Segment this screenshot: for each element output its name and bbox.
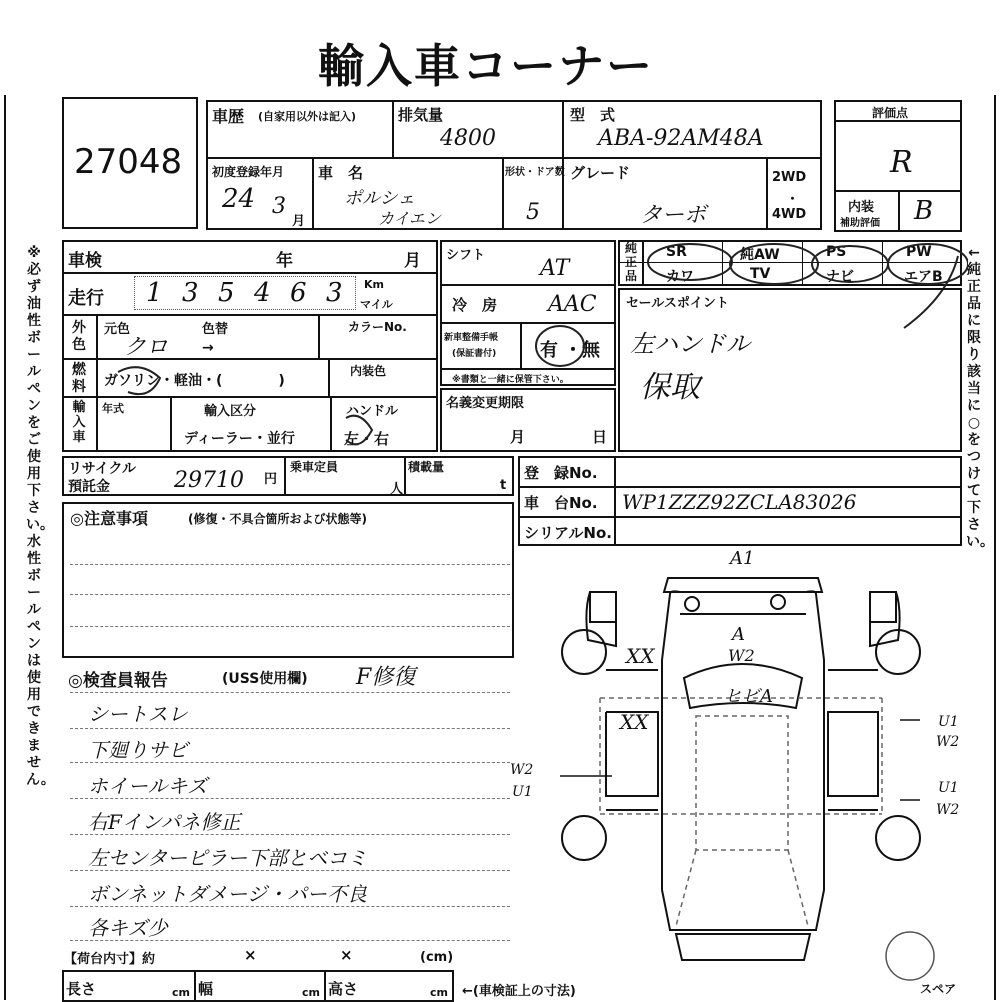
drive-dot: ・ [786, 192, 800, 207]
diagram-xx-left: XX [620, 710, 649, 734]
cargo-width-unit: cm [302, 986, 320, 999]
handle-label: ハンドル [346, 404, 399, 419]
mileage-digit: 4 [254, 278, 271, 308]
import-year-label: 年式 [102, 402, 124, 415]
diagram-w2-left: W2 [510, 762, 534, 778]
history-label: 車歴 [212, 107, 245, 126]
service-book-sublabel: (保証書付) [452, 349, 497, 359]
genuine-item: 純AW [740, 247, 780, 263]
diagram-u1-right-1: U1 [938, 714, 959, 730]
color-group-label: 外色 [72, 320, 86, 353]
fuel-group-label: 燃料 [72, 362, 86, 395]
interior-rating-label: 内装 [848, 200, 875, 215]
color-original-label: 元色 [104, 322, 131, 337]
inspector-line: 下廻りサビ [88, 738, 188, 762]
right-vertical-note: ←純正品に限り該当に○をつけて下さい。 [966, 245, 994, 550]
inspector-line: 各キズ少 [88, 916, 168, 940]
first-registration-label: 初度登録年月 [212, 165, 285, 179]
notes-sublabel: (修復・不具合箇所および状態等) [188, 512, 367, 526]
service-book-label: 新車整備手帳 [444, 333, 499, 343]
genuine-item: PW [906, 244, 932, 260]
shift-label: シフト [446, 248, 486, 263]
genuine-item: カワ [666, 269, 694, 285]
diagram-a1: A1 [730, 548, 755, 569]
name-change-label: 名義変更期限 [446, 396, 525, 411]
inspector-line: ボンネットダメージ・パー不良 [88, 882, 367, 906]
diagram-a: A [732, 624, 745, 645]
mileage-label: 走行 [68, 288, 104, 309]
rating-value: R [890, 145, 913, 180]
inspector-line: 右Fインパネ修正 [88, 810, 241, 834]
inspector-line: ホイールキズ [88, 774, 208, 798]
diagram-u1-left: U1 [512, 784, 533, 800]
cargo-note: ←(車検証上の寸法) [462, 984, 576, 999]
first-registration-month-unit: 月 [292, 214, 306, 229]
first-registration-month: 3 [272, 194, 286, 219]
chassis-label: 車 台No. [524, 494, 598, 512]
rating-label: 評価点 [872, 106, 909, 120]
inspector-sublabel: (USS使用欄) [222, 671, 308, 687]
import-group-label: 輸入車 [72, 400, 86, 445]
inspection-label: 車検 [68, 251, 102, 271]
car-name-label: 車 名 [318, 164, 364, 182]
service-book-no: 無 [582, 340, 600, 361]
chassis-value: WP1ZZZ92ZCLA83026 [622, 490, 857, 514]
diagram-spare: スペア [920, 982, 957, 996]
lot-number: 27048 [74, 142, 183, 182]
drive-2wd: 2WD [772, 170, 807, 185]
load-label: 積載量 [408, 460, 445, 474]
service-book-dot: ・ [564, 340, 582, 361]
aircon-label: 冷 房 [452, 296, 498, 314]
color-repaint-label: 色替 [202, 322, 229, 337]
diagram-sunroof: ヒビA [724, 686, 773, 707]
import-type-label: 輸入区分 [204, 404, 257, 419]
model-code-label: 型 式 [570, 106, 616, 124]
page-title: 輸入車コーナー [318, 39, 654, 93]
first-registration-year: 24 [222, 184, 256, 214]
inspection-year-unit: 年 [276, 251, 293, 271]
drive-4wd: 4WD [772, 207, 807, 222]
serial-label: シリアルNo. [524, 524, 612, 542]
left-vertical-note: ※必ず油性ボールペンをご使用下さい。水性ボールペンは使用できません。 [26, 245, 55, 788]
inspector-label: ◎検査員報告 [68, 671, 168, 691]
sales-point-line-2: 保取 [640, 370, 700, 405]
name-change-day-unit: 日 [592, 428, 608, 446]
interior-rating-value: B [914, 196, 934, 226]
diagram-u1-right-2: U1 [938, 780, 959, 796]
interior-color-label: 内装色 [350, 364, 387, 378]
mileage-digit: 3 [182, 278, 199, 308]
interior-rating-sublabel: 補助評価 [840, 218, 880, 229]
genuine-item: PS [826, 244, 847, 260]
cargo-x2: × [340, 946, 353, 964]
genuine-item: エアB [904, 269, 943, 285]
aircon-value: AAC [548, 292, 597, 317]
cargo-x1: × [244, 946, 257, 964]
import-type-options: ディーラー・並行 [184, 431, 295, 447]
inspector-header-note: F修復 [356, 665, 416, 690]
mileage-digit: 5 [218, 278, 235, 308]
service-book-yes: 有 [540, 340, 558, 361]
inspector-line: 左センターピラー下部とベコミ [88, 846, 368, 870]
grade-label: グレード [570, 164, 631, 182]
recycle-unit: 円 [264, 472, 278, 487]
genuine-label: 純正品 [624, 241, 637, 283]
grade-value: ターボ [640, 203, 707, 228]
car-name-value-2: カイエン [378, 209, 441, 228]
diagram-xx-front: XX [626, 644, 655, 668]
inspector-line: シートスレ [88, 702, 188, 726]
sales-point-line-1: 左ハンドル [630, 330, 750, 358]
load-unit: t [500, 478, 507, 493]
genuine-item: TV [750, 266, 771, 282]
color-value: クロ [124, 335, 169, 360]
notes-label: ◎注意事項 [70, 509, 148, 528]
doors-label: 形状・ドア数 [505, 167, 565, 178]
diagram-w2-roof: W2 [728, 646, 755, 665]
sales-point-label: セールスポイント [626, 296, 729, 311]
genuine-item: ナビ [826, 269, 854, 285]
capacity-label: 乗車定員 [290, 460, 339, 474]
cargo-label: 【荷台内寸】約 [64, 952, 156, 967]
handle-options: 左・右 [344, 430, 390, 448]
cargo-length-unit: cm [172, 986, 190, 999]
model-code-value: ABA-92AM48A [598, 126, 764, 151]
cargo-height-unit: cm [430, 986, 448, 999]
cargo-height-label: 高さ [328, 980, 359, 998]
mileage-digit: 6 [290, 278, 307, 308]
mileage-unit-mile: マイル [360, 298, 393, 311]
registration-label: 登 録No. [524, 464, 598, 482]
color-arrow: → [202, 340, 214, 356]
doors-value: 5 [526, 200, 540, 225]
recycle-sublabel: 預託金 [68, 479, 110, 495]
cargo-width-label: 幅 [198, 980, 214, 998]
genuine-item: SR [666, 244, 687, 260]
fuel-options: ガソリン・軽油・( ) [104, 373, 285, 389]
recycle-value: 29710 [174, 468, 244, 493]
inspection-month-unit: 月 [404, 251, 421, 271]
mileage-unit-km: Km [364, 278, 384, 291]
cargo-unit: (cm) [420, 950, 454, 965]
service-book-note: ※書類と一緒に保管下さい。 [452, 375, 569, 385]
shift-value: AT [540, 256, 570, 281]
cargo-length-label: 長さ [66, 980, 97, 998]
displacement-value: 4800 [440, 126, 496, 151]
color-code-label: カラーNo. [348, 320, 407, 334]
car-name-value-1: ポルシェ [344, 188, 416, 209]
history-sublabel: (自家用以外は記入) [258, 110, 357, 123]
name-change-month-unit: 月 [510, 428, 526, 446]
recycle-label: リサイクル [68, 461, 137, 477]
displacement-label: 排気量 [398, 106, 444, 124]
mileage-digit: 3 [326, 278, 343, 308]
capacity-unit: 人 [390, 482, 404, 497]
diagram-w2-right-2: W2 [936, 802, 960, 818]
mileage-digit: 1 [146, 278, 163, 308]
diagram-w2-right-1: W2 [936, 734, 960, 750]
